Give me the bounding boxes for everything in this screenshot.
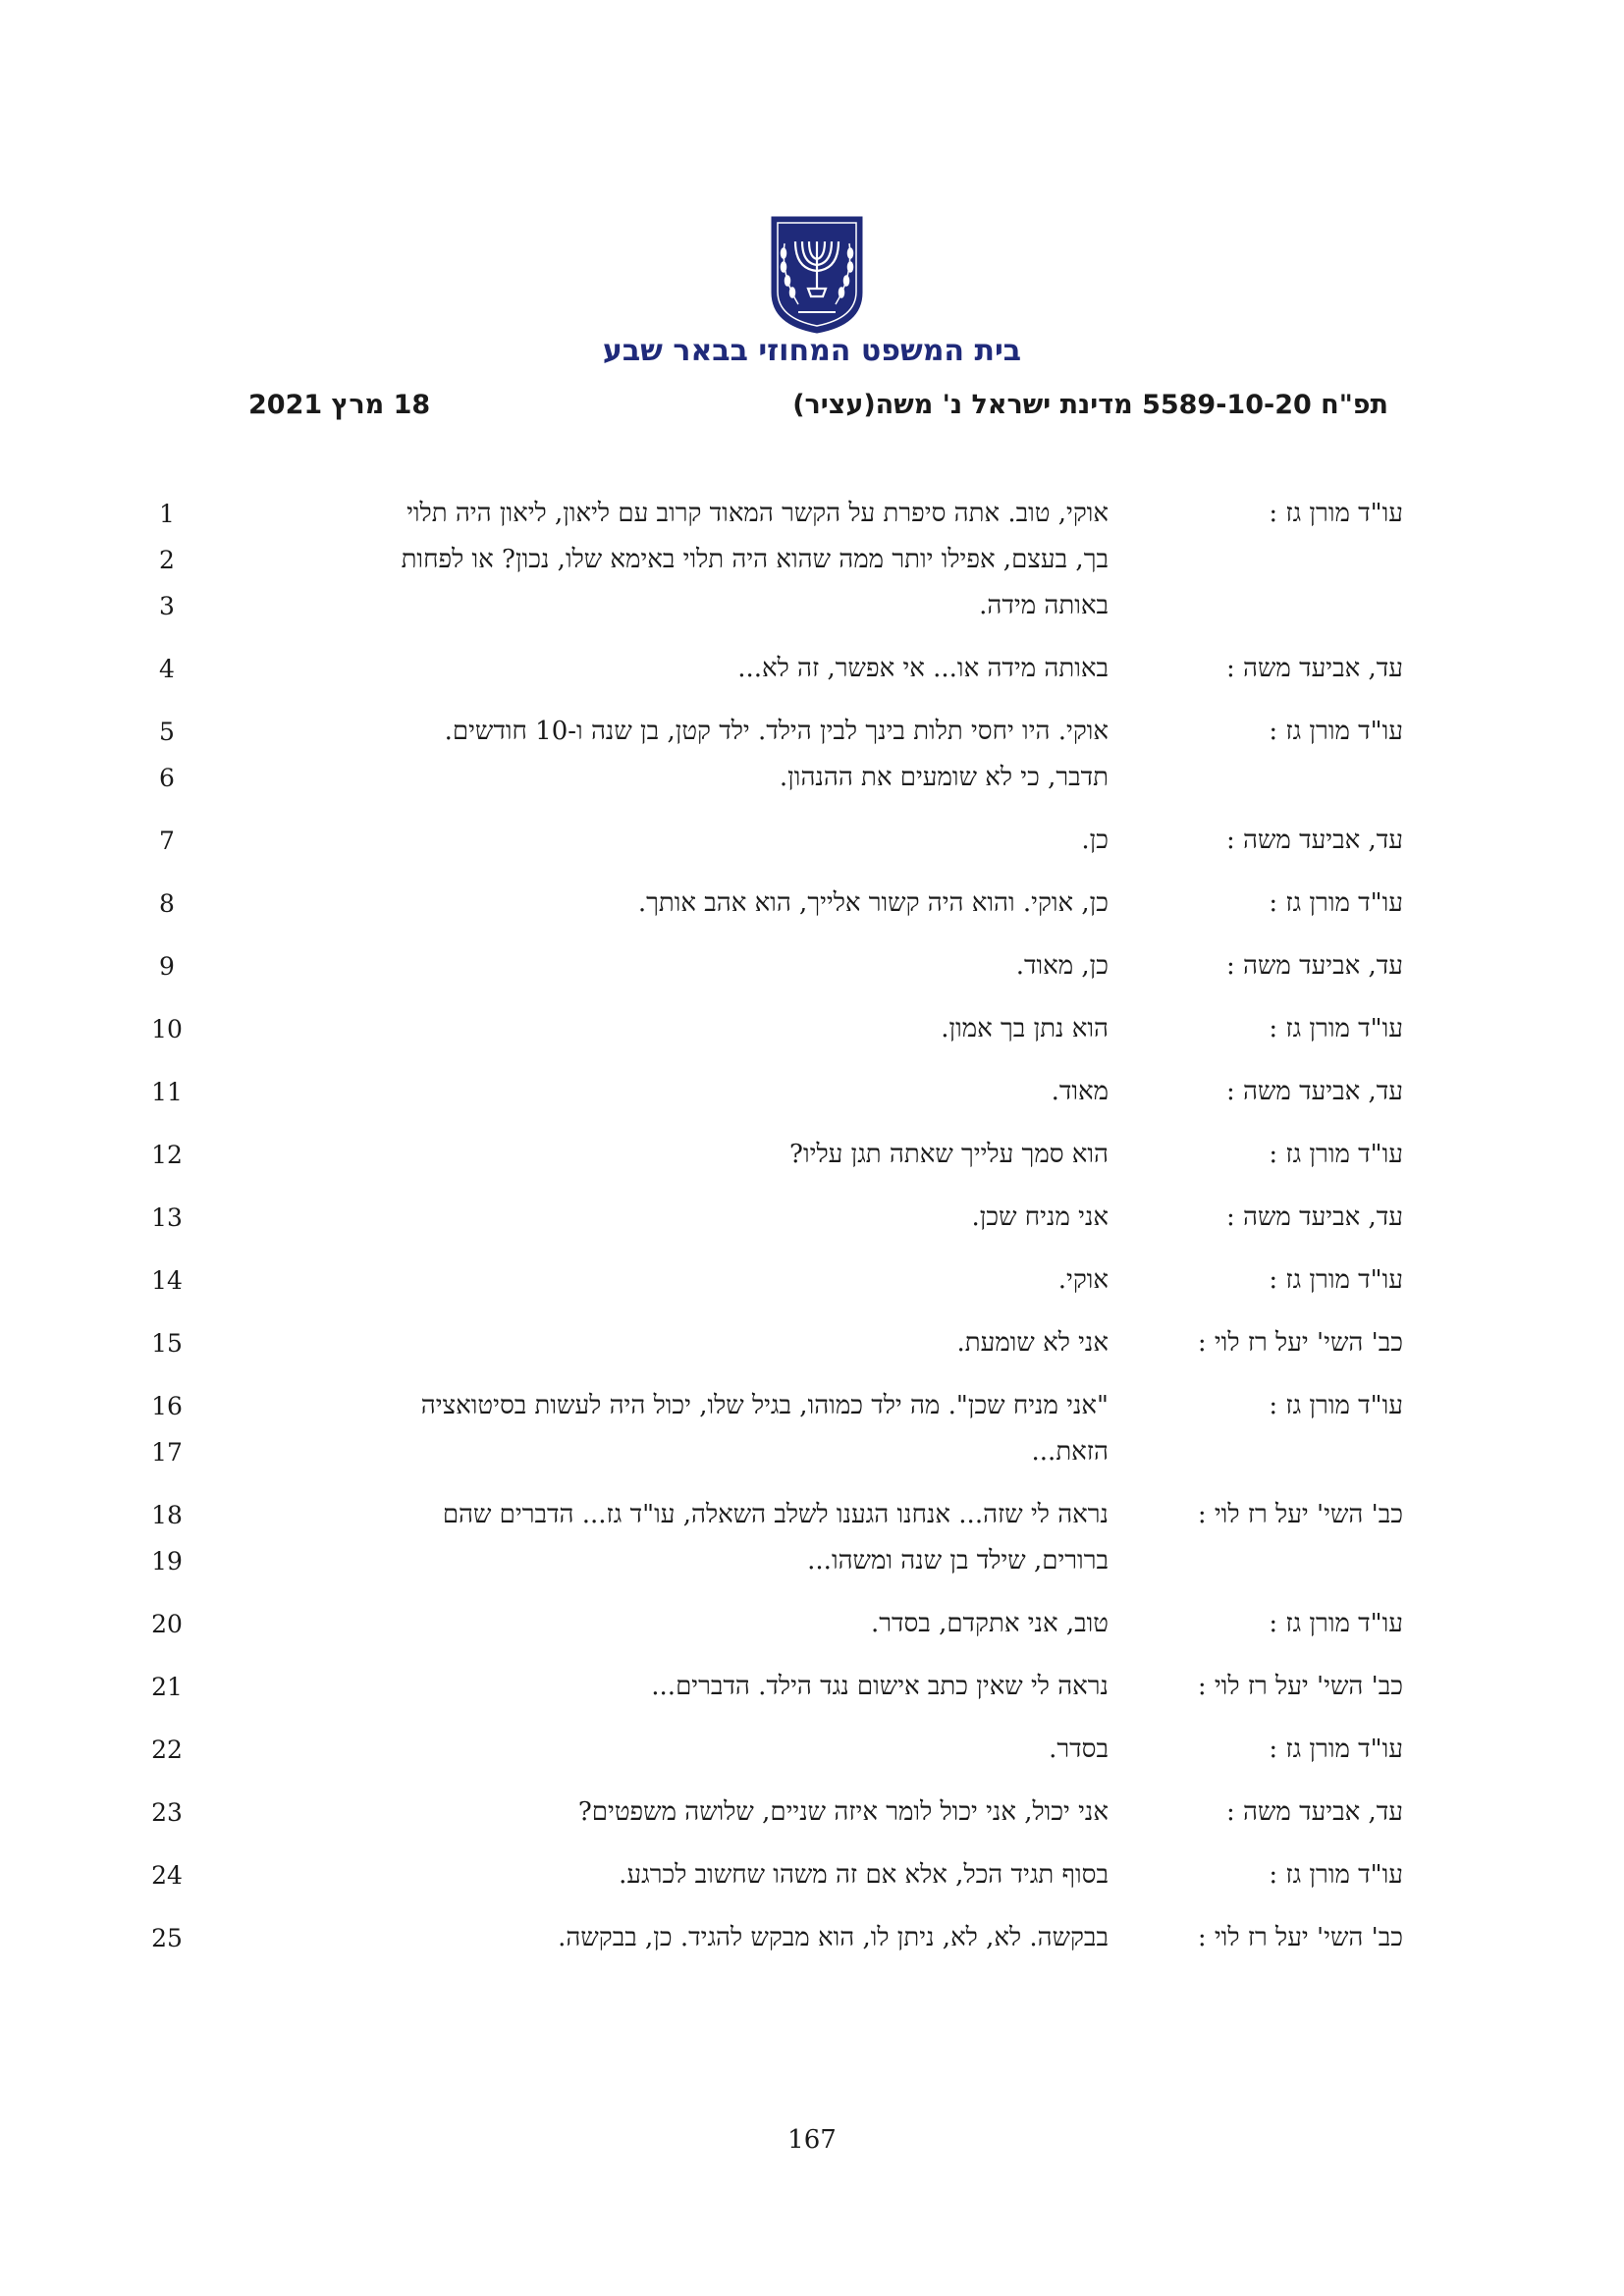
line-number: 17 — [151, 1438, 183, 1467]
line-number: 24 — [151, 1861, 183, 1890]
transcript-row — [0, 1852, 1624, 1898]
transcript-row — [0, 818, 1624, 864]
line-text: אוקי, טוב. אתה סיפרת על הקשר המאוד קרוב עם ליאון, ליאון היה תלוי — [406, 499, 1109, 528]
transcript-row — [0, 1789, 1624, 1836]
speaker-label: עו"ד מורן גז : — [1269, 1735, 1403, 1764]
line-text: הוא נתן בך אמון. — [941, 1014, 1109, 1043]
transcript-line — [0, 1429, 1624, 1475]
transcript-line — [0, 709, 1624, 755]
line-number: 3 — [159, 592, 175, 620]
speaker-label: כב' השי' יעל רז לוי : — [1197, 1500, 1403, 1529]
speaker-label: כב' השי' יעל רז לוי : — [1197, 1923, 1403, 1952]
page-number: 167 — [787, 2125, 837, 2155]
line-number: 10 — [151, 1015, 183, 1043]
line-text: הוא סמך עלייך שאתה תגן עליו? — [789, 1140, 1109, 1169]
speaker-label: עד, אביעד משה : — [1226, 826, 1403, 855]
transcript-line — [0, 1664, 1624, 1710]
line-number: 15 — [151, 1329, 183, 1358]
transcript-row — [0, 1132, 1624, 1178]
speaker-label: כב' השי' יעל רז לוי : — [1197, 1672, 1403, 1701]
transcript-row — [0, 709, 1624, 801]
hearing-date: 18 מרץ 2021 — [248, 390, 431, 420]
line-text: הזאת... — [1031, 1437, 1109, 1467]
speaker-label: עו"ד מורן גז : — [1269, 1609, 1403, 1638]
speaker-label: עו"ד מורן גז : — [1269, 1014, 1403, 1043]
transcript-row — [0, 1664, 1624, 1710]
line-number: 1 — [159, 500, 175, 528]
transcript-line — [0, 881, 1624, 927]
transcript-line — [0, 1727, 1624, 1773]
speaker-label: עד, אביעד משה : — [1226, 1077, 1403, 1106]
line-number: 18 — [151, 1501, 183, 1529]
speaker-label: עד, אביעד משה : — [1226, 654, 1403, 683]
transcript-line — [0, 646, 1624, 692]
line-text: אוקי. — [1057, 1265, 1109, 1295]
transcript-line — [0, 1852, 1624, 1898]
transcript-body — [0, 491, 1624, 1978]
transcript-line — [0, 491, 1624, 537]
transcript-row — [0, 1006, 1624, 1052]
speaker-label: עד, אביעד משה : — [1226, 1797, 1403, 1827]
transcript-row — [0, 1257, 1624, 1304]
line-text: "אני מניח שכן". מה ילד כמוהו, בגיל שלו, יכול היה לעשות בסיטואציה — [420, 1391, 1109, 1420]
line-number: 20 — [151, 1610, 183, 1638]
line-number: 13 — [151, 1203, 183, 1232]
transcript-row — [0, 1601, 1624, 1647]
transcript-line — [0, 1257, 1624, 1304]
line-number: 2 — [159, 546, 175, 574]
line-text: נראה לי שזה... אנחנו הגענו לשלב השאלה, עו"ד גז... הדברים שהם — [442, 1500, 1109, 1529]
case-title: תפ"ח 5589-10-20 מדינת ישראל נ' משה(עציר) — [792, 390, 1388, 420]
line-text: כן. — [1081, 826, 1109, 855]
line-number: 23 — [151, 1798, 183, 1827]
transcript-line — [0, 1132, 1624, 1178]
court-name: בית המשפט המחוזי בבאר שבע — [602, 334, 1022, 368]
transcript-line — [0, 818, 1624, 864]
transcript-line — [0, 1601, 1624, 1647]
transcript-line — [0, 1492, 1624, 1538]
transcript-line — [0, 1320, 1624, 1366]
transcript-row — [0, 1320, 1624, 1366]
transcript-line — [0, 1538, 1624, 1584]
speaker-label: עד, אביעד משה : — [1226, 951, 1403, 981]
line-number: 21 — [151, 1673, 183, 1701]
line-number: 16 — [151, 1392, 183, 1420]
line-number: 11 — [151, 1078, 183, 1106]
transcript-row — [0, 943, 1624, 989]
transcript-row — [0, 881, 1624, 927]
transcript-line — [0, 943, 1624, 989]
line-text: אני לא שומעת. — [956, 1328, 1109, 1358]
line-text: בסוף תגיד הכל, אלא אם זה משהו שחשוב לכרגע. — [619, 1860, 1109, 1890]
line-number: 8 — [159, 889, 175, 918]
transcript-line — [0, 1195, 1624, 1241]
speaker-label: עו"ד מורן גז : — [1269, 888, 1403, 918]
line-text: באותה מידה. — [979, 591, 1109, 620]
line-text: בסדר. — [1049, 1735, 1109, 1764]
state-emblem-icon — [769, 214, 865, 334]
line-number: 12 — [151, 1141, 183, 1169]
line-number: 7 — [159, 827, 175, 855]
line-text: תדבר, כי לא שומעים את ההנהון. — [779, 763, 1109, 792]
transcript-row — [0, 646, 1624, 692]
transcript-row — [0, 1492, 1624, 1584]
line-number: 25 — [151, 1924, 183, 1952]
speaker-label: עו"ד מורן גז : — [1269, 1140, 1403, 1169]
transcript-line — [0, 755, 1624, 801]
line-text: כן, אוקי. והוא היה קשור אלייך, הוא אהב אותך. — [637, 888, 1109, 918]
transcript-line — [0, 1006, 1624, 1052]
line-number: 6 — [159, 764, 175, 792]
speaker-label: כב' השי' יעל רז לוי : — [1197, 1328, 1403, 1358]
line-text: באותה מידה או... אי אפשר, זה לא... — [737, 654, 1109, 683]
transcript-line — [0, 1383, 1624, 1429]
transcript-row — [0, 1727, 1624, 1773]
transcript-row — [0, 1195, 1624, 1241]
speaker-label: עו"ד מורן גז : — [1269, 1265, 1403, 1295]
transcript-line — [0, 1915, 1624, 1961]
speaker-label: עו"ד מורן גז : — [1269, 717, 1403, 746]
line-text: בבקשה. לא, לא, ניתן לו, הוא מבקש להגיד. כן, בבקשה. — [558, 1923, 1109, 1952]
transcript-row — [0, 1069, 1624, 1115]
line-text: טוב, אני אתקדם, בסדר. — [870, 1609, 1109, 1638]
line-text: בך, בעצם, אפילו יותר ממה שהוא היה תלוי באימא שלו, נכון? או לפחות — [401, 545, 1109, 574]
line-number: 22 — [151, 1735, 183, 1764]
transcript-line — [0, 583, 1624, 629]
speaker-label: עו"ד מורן גז : — [1269, 1860, 1403, 1890]
line-number: 4 — [159, 655, 175, 683]
line-number: 9 — [159, 952, 175, 981]
speaker-label: עו"ד מורן גז : — [1269, 499, 1403, 528]
line-text: אני יכול, אני יכול לומר איזה שניים, שלושה משפטים? — [577, 1797, 1109, 1827]
line-text: נראה לי שאין כתב אישום נגד הילד. הדברים... — [651, 1672, 1109, 1701]
transcript-line — [0, 537, 1624, 583]
line-text: כן, מאוד. — [1015, 951, 1109, 981]
speaker-label: עד, אביעד משה : — [1226, 1202, 1403, 1232]
transcript-row — [0, 491, 1624, 629]
line-number: 19 — [151, 1547, 183, 1575]
transcript-row — [0, 1915, 1624, 1961]
transcript-line — [0, 1789, 1624, 1836]
transcript-line — [0, 1069, 1624, 1115]
line-text: ברורים, שילד בן שנה ומשהו... — [807, 1546, 1109, 1575]
line-text: מאוד. — [1051, 1077, 1109, 1106]
line-number: 5 — [159, 718, 175, 746]
line-number: 14 — [151, 1266, 183, 1295]
line-text: אני מניח שכן. — [971, 1202, 1109, 1232]
speaker-label: עו"ד מורן גז : — [1269, 1391, 1403, 1420]
line-text: אוקי. היו יחסי תלות בינך לבין הילד. ילד קטן, בן שנה ו-10 חודשים. — [444, 717, 1109, 746]
transcript-row — [0, 1383, 1624, 1475]
